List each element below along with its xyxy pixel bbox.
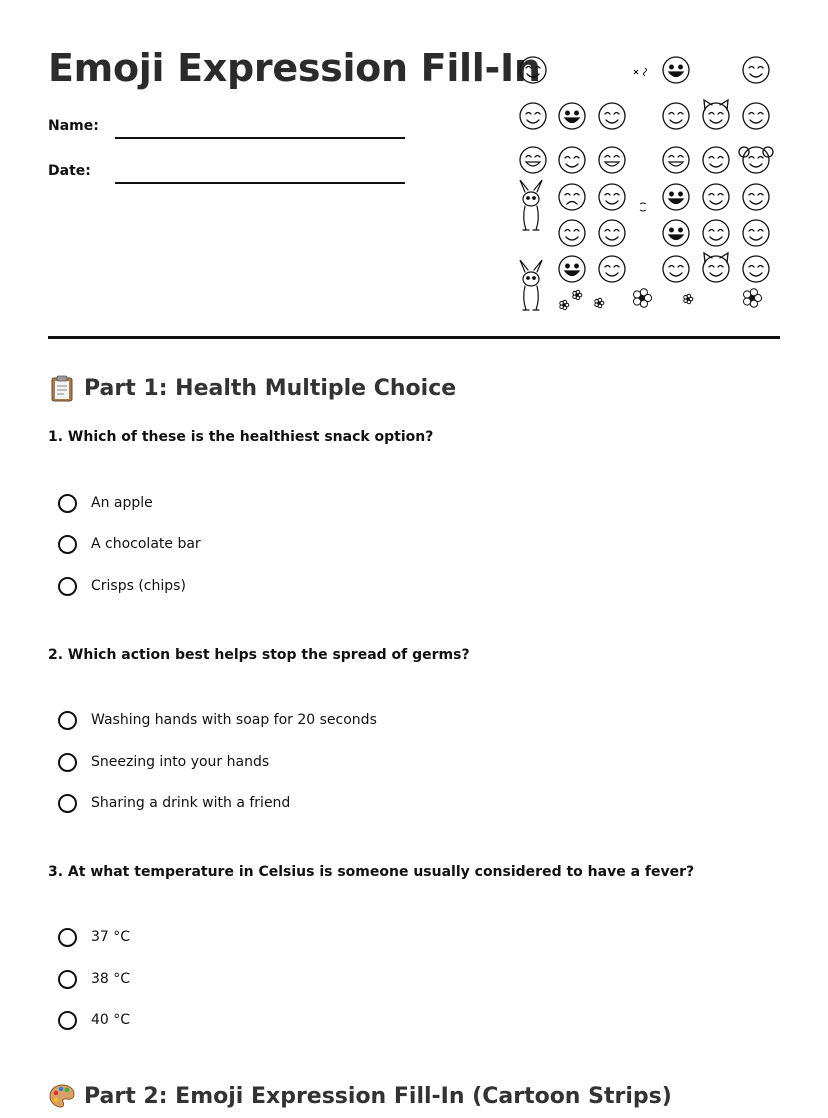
emoji-face-icon <box>703 253 729 282</box>
radio-button[interactable] <box>58 970 77 989</box>
emoji-face-icon <box>739 147 773 173</box>
emoji-face-icon <box>703 100 729 129</box>
emoji-face-icon <box>663 57 689 83</box>
option-label: Sneezing into your hands <box>91 754 270 770</box>
q2-option-a[interactable] <box>58 708 377 732</box>
option-label: Crisps (chips) <box>91 578 186 594</box>
name-label: Name: <box>48 118 99 134</box>
emoji-face-icon <box>599 147 625 173</box>
emoji-face-icon <box>599 256 625 282</box>
emoji-face-icon <box>559 220 585 246</box>
emoji-face-icon <box>663 103 689 129</box>
radio-button[interactable] <box>58 577 77 596</box>
emoji-face-icon <box>703 220 729 246</box>
emoji-face-icon <box>743 220 769 246</box>
emoji-face-icon <box>703 184 729 210</box>
option-label: Sharing a drink with a friend <box>91 795 291 811</box>
emoji-face-grid-illustration <box>512 52 780 316</box>
question-3: 3. At what temperature in Celsius is someone usually considered to have a fever? <box>48 864 695 880</box>
radio-button[interactable] <box>58 711 77 730</box>
name-line[interactable] <box>115 137 405 139</box>
emoji-face-icon <box>743 184 769 210</box>
clipboard-icon <box>48 374 76 402</box>
emoji-face-icon <box>520 147 546 173</box>
page-title: Emoji Expression Fill-In <box>48 46 541 90</box>
flower-doodle-icon <box>595 298 604 307</box>
q1-option-c[interactable] <box>58 574 186 598</box>
q3-option-a[interactable] <box>58 925 130 949</box>
emoji-face-icon <box>599 103 625 129</box>
rabbit-figure-icon <box>520 260 542 310</box>
q3-option-b[interactable] <box>58 967 130 991</box>
option-label: 40 °C <box>91 1012 131 1028</box>
emoji-face-icon <box>520 103 546 129</box>
palette-icon <box>48 1082 76 1110</box>
emoji-face-icon <box>520 57 546 83</box>
part2-heading-text: Part 2: Emoji Expression Fill-In (Cartoon Strips) <box>84 1083 672 1109</box>
emoji-face-icon <box>663 184 689 210</box>
emoji-face-icon <box>599 184 625 210</box>
emoji-face-icon <box>743 256 769 282</box>
q2-option-b[interactable] <box>58 750 269 774</box>
question-2: 2. Which action best helps stop the spread of germs? <box>48 647 470 663</box>
part1-heading-text: Part 1: Health Multiple Choice <box>84 375 457 401</box>
header-divider <box>48 336 780 339</box>
rabbit-figure-icon <box>520 180 542 230</box>
option-label: 38 °C <box>91 971 131 987</box>
option-label: Washing hands with soap for 20 seconds <box>91 712 377 728</box>
radio-button[interactable] <box>58 794 77 813</box>
radio-button[interactable] <box>58 494 77 513</box>
q1-option-b[interactable] <box>58 532 201 556</box>
q2-option-c[interactable] <box>58 791 290 815</box>
flower-doodle-icon <box>684 294 693 303</box>
emoji-face-icon <box>743 103 769 129</box>
option-label: 37 °C <box>91 929 131 945</box>
emoji-face-icon <box>663 220 689 246</box>
radio-button[interactable] <box>58 535 77 554</box>
radio-button[interactable] <box>58 928 77 947</box>
radio-button[interactable] <box>58 1011 77 1030</box>
q1-option-a[interactable] <box>58 491 153 515</box>
option-label: An apple <box>91 495 153 511</box>
date-label: Date: <box>48 163 91 179</box>
emoji-face-icon <box>559 184 585 210</box>
radio-button[interactable] <box>58 753 77 772</box>
emoji-face-icon <box>663 147 689 173</box>
emoji-face-icon <box>559 103 585 129</box>
emoji-face-icon <box>559 147 585 173</box>
flower-doodle-icon <box>560 300 569 309</box>
sparkle-doodle-icon <box>634 68 647 211</box>
part1-heading <box>48 374 456 402</box>
emoji-face-icon <box>559 256 585 282</box>
option-label: A chocolate bar <box>91 536 201 552</box>
emoji-face-icon <box>743 57 769 83</box>
flower-doodle-icon <box>744 289 762 308</box>
question-1: 1. Which of these is the healthiest snack option? <box>48 429 434 445</box>
q3-option-c[interactable] <box>58 1008 130 1032</box>
emoji-face-icon <box>599 220 625 246</box>
flower-doodle-icon <box>634 289 652 308</box>
part2-heading <box>48 1082 672 1110</box>
flower-doodle-icon <box>573 290 582 299</box>
emoji-face-icon <box>703 147 729 173</box>
date-line[interactable] <box>115 182 405 184</box>
emoji-face-icon <box>663 256 689 282</box>
